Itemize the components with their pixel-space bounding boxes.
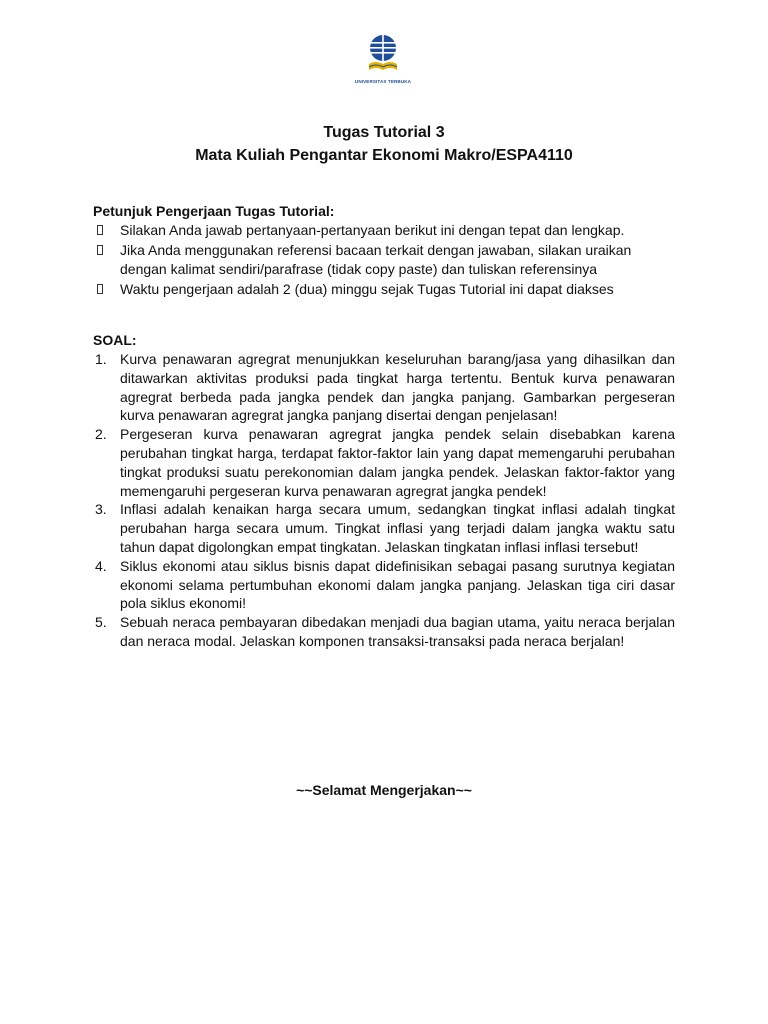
question-item [93,350,675,425]
questions-heading: SOAL: [93,332,137,348]
instruction-item [93,280,678,300]
square-bullet-icon [97,245,103,255]
question-text: Kurva penawaran agregrat menunjukkan keseluruhan barang/jasa yang dihasilkan dan ditawarkan aktivitas produksi pada tingkat harga tertentu. Bentuk kurva penawaran agregrat berbeda pada jangka pendek dan jangka panjang. Gambarkan pergeseran kurva penawaran agregrat jangka panjang disertai dengan penjelasan! [120,351,675,424]
square-bullet-icon [97,284,103,294]
instruction-text: Waktu pengerjaan adalah 2 (dua) minggu sejak Tugas Tutorial ini dapat diakses [120,280,614,297]
document-title: Tugas Tutorial 3 [323,124,445,141]
question-number: 2. [95,426,107,443]
closing-text: ~~Selamat Mengerjakan~~ [296,782,472,798]
instruction-text: Silakan Anda jawab pertanyaan-pertanyaan berikut ini dengan tepat dan lengkap. [120,222,625,238]
question-item [93,425,675,500]
instruction-text: Jika Anda menggunakan referensi bacaan terkait dengan jawaban, silakan uraikan dengan kalimat sendiri/parafrase (tidak copy paste) dan tuliskan referensinya [120,241,632,277]
question-text: Sebuah neraca pembayaran dibedakan menjadi dua bagian utama, yaitu neraca berjalan dan neraca modal. Jelaskan komponen transaksi-transaksi pada neraca berjalan! [120,614,675,649]
question-text: Inflasi adalah kenaikan harga secara umum, sedangkan tingkat inflasi adalah tingkat perubahan harga secara umum. Tingkat inflasi yang terjadi dalam jangka waktu satu tahun dapat digolongkan empat tingkatan. Jelaskan tingkatan inflasi inflasi tersebut! [120,501,675,555]
question-item [93,613,675,651]
question-text: Pergeseran kurva penawaran agregrat jangka pendek selain disebabkan karena perubahan tingkat harga, terdapat faktor-faktor lain yang dapat memengaruhi perubahan tingkat produksi suatu perekonomian dalam jangka pendek. Jelaskan faktor-faktor yang memengaruhi pergeseran kurva penawaran agregrat jangka pendek! [120,426,675,499]
course-title: Mata Kuliah Pengantar Ekonomi Makro/ESPA4110 [195,147,573,164]
question-number: 4. [95,557,107,574]
instructions-list [93,221,678,299]
questions-list [93,350,675,651]
question-text: Siklus ekonomi atau siklus bisnis dapat didefinisikan sebagai pasang surutnya kegiatan ekonomi selama pertumbuhan ekonomi dalam jangka panjang. Jelaskan tiga ciri dasar pola siklus ekonomi! [120,557,675,612]
instruction-item [93,221,678,241]
question-item [93,557,675,613]
instructions-heading: Petunjuk Pengerjaan Tugas Tutorial: [93,203,335,219]
square-bullet-icon [97,225,103,235]
question-number: 1. [95,351,107,367]
instruction-item [93,241,678,280]
question-number: 5. [95,614,107,631]
logo-text: UNIVERSITAS TERBUKA [354,79,412,84]
logo-emblem-icon [366,34,400,78]
question-number: 3. [95,501,107,518]
question-item [93,500,675,556]
university-logo [347,34,419,90]
